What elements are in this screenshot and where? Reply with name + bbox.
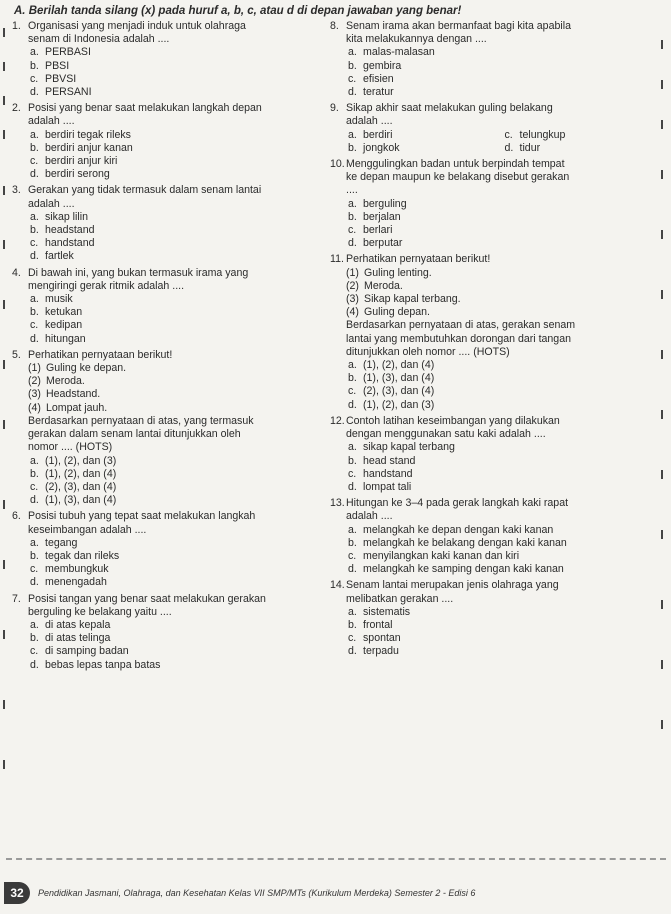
answer-options xyxy=(348,198,655,251)
question-block xyxy=(330,158,655,250)
question-text: Sikap akhir saat melakukan guling belakang adalah .... xyxy=(346,102,553,128)
answer-option[interactable] xyxy=(505,129,656,142)
question-number: 3. xyxy=(12,184,21,197)
option-text: (1), (3), dan (4) xyxy=(45,494,117,507)
answer-option[interactable] xyxy=(30,306,330,319)
question-text: Posisi tangan yang benar saat melakukan gerakan berguling ke belakang yaitu .... xyxy=(28,592,266,618)
answer-option[interactable] xyxy=(348,372,655,385)
question-body xyxy=(346,20,655,46)
option-letter: a. xyxy=(348,46,357,59)
right-column xyxy=(330,20,655,662)
question-block xyxy=(330,102,655,155)
option-letter: c. xyxy=(348,632,357,645)
question-text: Gerakan yang tidak termasuk dalam senam lantai adalah .... xyxy=(28,184,262,210)
question-body xyxy=(346,415,655,441)
question-body xyxy=(346,158,655,198)
option-text: PBSI xyxy=(45,59,70,72)
option-letter: b. xyxy=(30,467,39,480)
answer-options xyxy=(348,441,655,494)
option-text: melangkah ke samping dengan kaki kanan xyxy=(363,563,564,576)
option-text: fartlek xyxy=(45,250,74,263)
answer-option[interactable] xyxy=(30,60,330,73)
option-text: head stand xyxy=(363,454,416,467)
option-letter: c. xyxy=(30,155,39,168)
option-text: (1), (2), dan (3) xyxy=(363,398,435,411)
option-letter: c. xyxy=(30,480,39,493)
statement-list xyxy=(28,362,330,415)
option-text: (1), (3), dan (4) xyxy=(363,372,435,385)
option-text: berdiri anjur kanan xyxy=(45,141,133,154)
option-text: di atas telinga xyxy=(45,632,111,645)
question-number: 9. xyxy=(330,102,339,115)
option-text: tegang xyxy=(45,536,78,549)
question-block xyxy=(12,349,330,507)
answer-option[interactable] xyxy=(30,563,330,576)
answer-options xyxy=(30,129,330,182)
option-letter: b. xyxy=(348,141,357,154)
option-text: berdiri serong xyxy=(45,168,110,181)
statement-item xyxy=(28,402,330,415)
question-row xyxy=(12,102,330,128)
option-letter: d. xyxy=(348,398,357,411)
answer-option[interactable] xyxy=(30,550,330,563)
option-letter: a. xyxy=(348,441,357,454)
option-letter: c. xyxy=(504,128,513,141)
question-row xyxy=(330,102,655,128)
option-letter: b. xyxy=(30,59,39,72)
answer-option[interactable] xyxy=(30,129,330,142)
option-letter: b. xyxy=(348,536,357,549)
question-context: Berdasarkan pernyataan di atas, yang termasuk gerakan dalam senam lantai ditunjukkan oleh nomor .... (HOTS) xyxy=(28,414,254,454)
statement-number: (4) xyxy=(346,306,359,319)
question-row xyxy=(330,579,655,605)
option-letter: a. xyxy=(30,454,39,467)
question-row xyxy=(12,267,330,293)
option-letter: b. xyxy=(348,372,357,385)
question-text: Di bawah ini, yang bukan termasuk irama yang mengiringi gerak ritmik adalah .... xyxy=(28,266,249,292)
option-text: di samping badan xyxy=(45,645,129,658)
option-letter: d. xyxy=(348,237,357,250)
answer-option[interactable] xyxy=(348,399,655,412)
option-text: menengadah xyxy=(45,576,107,589)
option-text: berlari xyxy=(363,224,393,237)
question-body xyxy=(28,20,330,46)
question-number: 13. xyxy=(330,497,345,510)
answer-option[interactable] xyxy=(30,155,330,168)
option-text: bebas lepas tanpa batas xyxy=(45,658,161,671)
question-body xyxy=(346,253,655,266)
answer-option[interactable] xyxy=(30,576,330,589)
question-row xyxy=(330,20,655,46)
statement-text: Sikap kapal terbang. xyxy=(364,293,461,306)
option-letter: a. xyxy=(30,293,39,306)
question-row xyxy=(12,20,330,46)
answer-option[interactable] xyxy=(30,645,330,658)
option-text: melangkah ke depan dengan kaki kanan xyxy=(363,523,554,536)
option-letter: c. xyxy=(348,72,357,85)
option-letter: d. xyxy=(30,168,39,181)
answer-option[interactable] xyxy=(348,60,655,73)
question-block xyxy=(330,253,655,411)
statement-number: (2) xyxy=(346,279,359,292)
option-letter: c. xyxy=(30,563,39,576)
option-text: sikap lilin xyxy=(45,210,88,223)
question-number: 5. xyxy=(12,348,21,361)
question-text: Perhatikan pernyataan berikut! xyxy=(28,348,173,361)
question-block xyxy=(330,497,655,576)
answer-option[interactable] xyxy=(30,46,330,59)
question-block xyxy=(12,102,330,181)
answer-option[interactable] xyxy=(30,481,330,494)
statement-number: (3) xyxy=(346,293,359,306)
question-text: Organisasi yang menjadi induk untuk olahraga senam di Indonesia adalah .... xyxy=(28,20,246,46)
option-text: berguling xyxy=(363,197,407,210)
question-row xyxy=(330,497,655,523)
answer-option[interactable] xyxy=(348,550,655,563)
option-letter: c. xyxy=(348,224,357,237)
option-letter: d. xyxy=(30,250,39,263)
question-block xyxy=(12,20,330,99)
question-block xyxy=(330,415,655,494)
option-letter: c. xyxy=(30,72,39,85)
option-letter: a. xyxy=(30,128,39,141)
answer-option[interactable] xyxy=(30,632,330,645)
answer-options xyxy=(348,359,655,412)
answer-options xyxy=(30,455,330,508)
option-text: lompat tali xyxy=(363,480,412,493)
statement-text: Guling ke depan. xyxy=(46,362,127,375)
option-text: efisien xyxy=(363,72,394,85)
option-letter: d. xyxy=(30,494,39,507)
question-text: Senam irama akan bermanfaat bagi kita apabila kita melakukannya dengan .... xyxy=(346,20,571,46)
option-text: berdiri tegak rileks xyxy=(45,128,131,141)
answer-option[interactable] xyxy=(348,632,655,645)
answer-option[interactable] xyxy=(348,524,655,537)
question-text: Hitungan ke 3–4 pada gerak langkah kaki rapat adalah .... xyxy=(346,497,569,523)
statement-item xyxy=(28,388,330,401)
option-text: teratur xyxy=(363,86,394,99)
question-number: 4. xyxy=(12,266,21,279)
option-text: hitungan xyxy=(45,332,86,345)
answer-options xyxy=(348,46,655,99)
question-body xyxy=(28,102,330,128)
option-text: frontal xyxy=(363,618,393,631)
option-letter: c. xyxy=(348,549,357,562)
question-body xyxy=(28,593,330,619)
option-letter: d. xyxy=(348,480,357,493)
answer-option[interactable] xyxy=(348,86,655,99)
option-letter: d. xyxy=(30,86,39,99)
option-text: musik xyxy=(45,293,73,306)
question-text: Posisi tubuh yang tepat saat melakukan langkah keseimbangan adalah .... xyxy=(28,510,256,536)
option-letter: b. xyxy=(348,59,357,72)
option-letter: a. xyxy=(348,605,357,618)
option-text: handstand xyxy=(363,467,413,480)
answer-option[interactable] xyxy=(348,224,655,237)
statement-list xyxy=(346,267,655,320)
statement-item xyxy=(346,267,655,280)
question-block xyxy=(12,510,330,589)
question-number: 11. xyxy=(330,253,344,266)
option-text: (1), (2), dan (3) xyxy=(45,454,117,467)
option-text: berputar xyxy=(363,237,403,250)
option-text: menyilangkan kaki kanan dan kiri xyxy=(363,549,520,562)
answer-option[interactable] xyxy=(348,198,655,211)
answer-option[interactable] xyxy=(348,73,655,86)
statement-text: Guling depan. xyxy=(364,306,430,319)
question-number: 12. xyxy=(330,414,345,427)
option-text: telungkup xyxy=(519,128,566,141)
statement-number: (1) xyxy=(28,362,41,375)
question-number: 1. xyxy=(12,20,21,32)
option-text: tidur xyxy=(519,141,541,154)
answer-option[interactable] xyxy=(30,333,330,346)
question-block xyxy=(12,593,330,672)
option-text: PBVSI xyxy=(45,72,77,85)
option-text: berdiri xyxy=(363,128,393,141)
answer-option[interactable] xyxy=(30,86,330,99)
answer-option[interactable] xyxy=(348,211,655,224)
answer-option[interactable] xyxy=(348,619,655,632)
answer-option[interactable] xyxy=(348,468,655,481)
option-letter: a. xyxy=(348,359,357,372)
answer-option[interactable] xyxy=(30,211,330,224)
statement-text: Meroda. xyxy=(46,375,85,388)
answer-option[interactable] xyxy=(505,142,656,155)
option-letter: b. xyxy=(348,454,357,467)
statement-item xyxy=(346,306,655,319)
option-letter: b. xyxy=(30,306,39,319)
answer-option[interactable] xyxy=(30,250,330,263)
option-text: PERSANI xyxy=(45,86,92,99)
answer-option[interactable] xyxy=(30,168,330,181)
question-text: Contoh latihan keseimbangan yang dilakukan dengan menggunakan satu kaki adalah .... xyxy=(346,414,560,441)
question-context: Berdasarkan pernyataan di atas, gerakan senam lantai yang membutuhkan dorongan dari tangan ditunjukkan oleh nomor .... (HOTS) xyxy=(346,319,576,358)
statement-item xyxy=(346,293,655,306)
question-body xyxy=(28,510,330,536)
question-row xyxy=(330,158,655,198)
option-letter: b. xyxy=(348,210,357,223)
option-text: sikap kapal terbang xyxy=(363,441,455,454)
answer-options xyxy=(348,524,655,577)
option-text: (2), (3), dan (4) xyxy=(363,385,435,398)
statement-item xyxy=(28,375,330,388)
answer-option[interactable] xyxy=(30,659,330,672)
option-letter: c. xyxy=(348,385,357,398)
footer-text: Pendidikan Jasmani, Olahraga, dan Kesehatan Kelas VII SMP/MTs (Kurikulum Merdeka) Semester 2 - Edisi 6 xyxy=(38,888,476,898)
option-letter: a. xyxy=(348,128,357,141)
option-text: spontan xyxy=(363,632,401,645)
option-letter: d. xyxy=(348,563,357,576)
statement-text: Headstand. xyxy=(46,388,101,401)
question-number: 14. xyxy=(330,579,345,592)
option-letter: a. xyxy=(348,197,357,210)
option-text: malas-malasan xyxy=(363,46,435,59)
answer-option[interactable] xyxy=(30,619,330,632)
answer-option[interactable] xyxy=(348,563,655,576)
statement-text: Guling lenting. xyxy=(364,266,432,279)
option-text: membungkuk xyxy=(45,563,109,576)
answer-option[interactable] xyxy=(30,142,330,155)
option-letter: d. xyxy=(30,332,39,345)
question-block xyxy=(330,20,655,99)
statement-item xyxy=(346,280,655,293)
option-text: (2), (3), dan (4) xyxy=(45,480,117,493)
page-divider xyxy=(6,858,666,860)
answer-option[interactable] xyxy=(348,385,655,398)
section-instruction: A. Berilah tanda silang (x) pada huruf a, b, c, atau d di depan jawaban yang benar! xyxy=(14,5,462,17)
option-letter: d. xyxy=(504,141,514,154)
question-body xyxy=(28,267,330,293)
option-letter: b. xyxy=(348,618,357,631)
option-letter: c. xyxy=(348,467,357,480)
option-text: (1), (2), dan (4) xyxy=(363,359,435,372)
option-text: jongkok xyxy=(363,141,400,154)
option-text: PERBASI xyxy=(45,46,91,59)
option-text: handstand xyxy=(45,237,95,250)
statement-number: (1) xyxy=(346,266,359,279)
answer-options xyxy=(30,619,330,672)
answer-option[interactable] xyxy=(30,468,330,481)
answer-options xyxy=(30,293,330,346)
option-text: terpadu xyxy=(363,645,399,658)
page-footer xyxy=(4,882,644,904)
answer-option[interactable] xyxy=(348,441,655,454)
option-letter: d. xyxy=(348,86,357,99)
right-margin-marks xyxy=(660,0,664,850)
answer-option[interactable] xyxy=(348,129,499,142)
question-text: Senam lantai merupakan jenis olahraga yang melibatkan gerakan .... xyxy=(346,579,559,605)
left-margin-marks xyxy=(2,0,6,850)
option-letter: a. xyxy=(30,536,39,549)
option-letter: a. xyxy=(30,46,39,59)
option-text: kedipan xyxy=(45,319,83,332)
option-text: gembira xyxy=(363,59,402,72)
answer-option[interactable] xyxy=(348,455,655,468)
option-text: ketukan xyxy=(45,306,83,319)
answer-options xyxy=(30,211,330,264)
option-text: di atas kepala xyxy=(45,618,111,631)
option-text: berjalan xyxy=(363,210,401,223)
question-number: 7. xyxy=(12,592,21,605)
answer-option[interactable] xyxy=(348,606,655,619)
option-letter: b. xyxy=(30,141,39,154)
question-row xyxy=(330,253,655,266)
answer-option[interactable] xyxy=(348,481,655,494)
option-letter: d. xyxy=(30,658,39,671)
statement-item xyxy=(28,362,330,375)
answer-option[interactable] xyxy=(30,293,330,306)
statement-number: (2) xyxy=(28,375,41,388)
answer-option[interactable] xyxy=(348,645,655,658)
left-column xyxy=(12,20,330,675)
page-number: 32 xyxy=(4,882,30,904)
option-letter: d. xyxy=(348,645,357,658)
question-number: 2. xyxy=(12,102,21,115)
question-number: 10. xyxy=(330,158,345,171)
question-block xyxy=(12,184,330,263)
statement-text: Meroda. xyxy=(364,279,403,292)
answer-option[interactable] xyxy=(30,319,330,332)
statement-number: (4) xyxy=(28,401,41,414)
question-body xyxy=(346,497,655,523)
option-text: headstand xyxy=(45,224,95,237)
option-letter: b. xyxy=(30,632,39,645)
option-letter: b. xyxy=(30,224,39,237)
statement-number: (3) xyxy=(28,388,41,401)
question-row xyxy=(12,593,330,619)
question-block xyxy=(12,267,330,346)
option-letter: b. xyxy=(30,549,39,562)
answer-option[interactable] xyxy=(348,46,655,59)
question-block xyxy=(330,579,655,658)
question-number: 6. xyxy=(12,510,21,523)
option-letter: c. xyxy=(30,645,39,658)
question-body xyxy=(346,579,655,605)
question-body xyxy=(28,349,330,362)
question-number: 8. xyxy=(330,20,339,32)
option-letter: a. xyxy=(30,210,39,223)
answer-option[interactable] xyxy=(348,142,499,155)
answer-option[interactable] xyxy=(30,494,330,507)
question-row xyxy=(12,349,330,362)
option-text: sistematis xyxy=(363,605,411,618)
answer-option[interactable] xyxy=(30,237,330,250)
question-row xyxy=(12,184,330,210)
answer-option[interactable] xyxy=(348,537,655,550)
question-text: Perhatikan pernyataan berikut! xyxy=(346,253,491,266)
answer-option[interactable] xyxy=(30,73,330,86)
answer-options xyxy=(30,537,330,590)
option-text: (1), (2), dan (4) xyxy=(45,467,117,480)
option-letter: a. xyxy=(348,523,357,536)
answer-option[interactable] xyxy=(30,537,330,550)
answer-options xyxy=(348,129,655,155)
option-letter: c. xyxy=(30,237,39,250)
question-body xyxy=(28,184,330,210)
question-text: Posisi yang benar saat melakukan langkah depan adalah .... xyxy=(28,102,262,128)
option-letter: a. xyxy=(30,618,39,631)
option-text: berdiri anjur kiri xyxy=(45,155,118,168)
question-body xyxy=(346,102,655,128)
option-text: tegak dan rileks xyxy=(45,549,120,562)
answer-option[interactable] xyxy=(348,237,655,250)
question-row xyxy=(330,415,655,441)
answer-options xyxy=(30,46,330,99)
option-letter: d. xyxy=(30,576,39,589)
answer-options xyxy=(348,606,655,659)
answer-option[interactable] xyxy=(30,455,330,468)
option-text: melangkah ke belakang dengan kaki kanan xyxy=(363,536,567,549)
answer-option[interactable] xyxy=(348,359,655,372)
question-row xyxy=(12,510,330,536)
answer-option[interactable] xyxy=(30,224,330,237)
question-text: Menggulingkan badan untuk berpindah tempat ke depan maupun ke belakang disebut gerakan .... xyxy=(346,158,570,197)
option-letter: c. xyxy=(30,319,39,332)
statement-text: Lompat jauh. xyxy=(46,401,108,414)
